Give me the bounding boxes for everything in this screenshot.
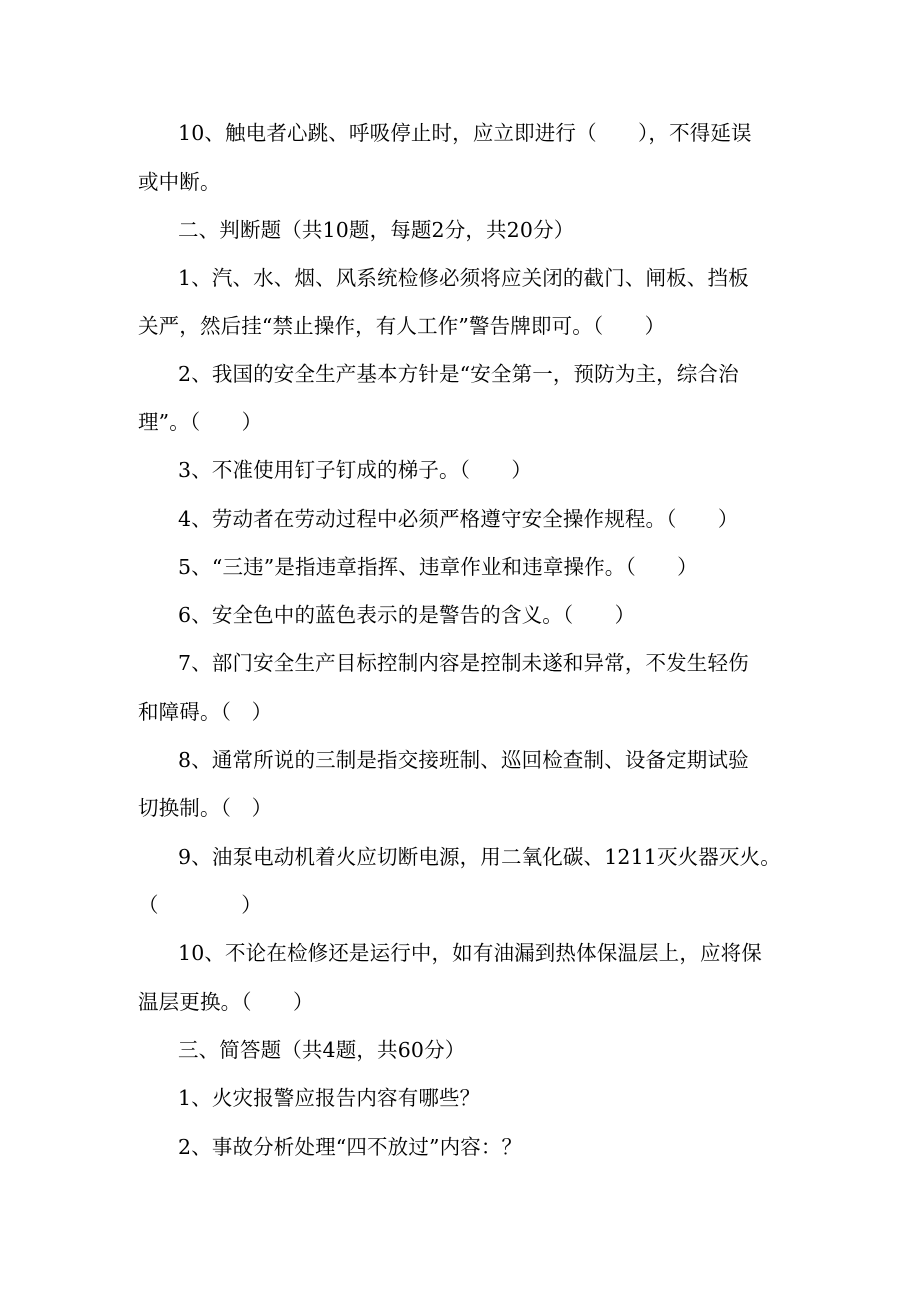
question-line: 2、事故分析处理“四不放过”内容：？: [178, 1135, 523, 1159]
question-line: 理”。（ ）: [138, 410, 263, 434]
question-line: 3、不准使用钉子钉成的梯子。（ ）: [178, 458, 532, 482]
question-line: 10、不论在检修还是运行中，如有油漏到热体保温层上，应将保: [178, 941, 762, 965]
question-line: 6、安全色中的蓝色表示的是警告的含义。（ ）: [178, 603, 636, 627]
question-line: （ ）: [138, 893, 262, 917]
question-line: 1、汽、水、烟、风系统检修必须将应关闭的截门、闸板、挡板: [178, 266, 749, 290]
question-line: 或中断。: [138, 170, 221, 194]
question-line: 7、部门安全生产目标控制内容是控制未遂和异常，不发生轻伤: [178, 651, 749, 675]
question-line: 关严，然后挂“禁止操作，有人工作”警告牌即可。（ ）: [138, 314, 666, 338]
question-line: 切换制。（ ）: [138, 796, 273, 820]
question-line: 4、劳动者在劳动过程中必须严格遵守安全操作规程。（ ）: [178, 507, 739, 531]
question-line: 和障碍。（ ）: [138, 700, 273, 724]
question-line: 8、通常所说的三制是指交接班制、巡回检查制、设备定期试验: [178, 748, 749, 772]
question-line: 5、“三违”是指违章指挥、违章作业和违章操作。（ ）: [178, 555, 698, 579]
section-heading: 三、简答题（共4题，共60分）: [178, 1038, 466, 1062]
question-line: 9、油泵电动机着火应切断电源，用二氧化碳、1211灭火器灭火。: [178, 845, 781, 869]
question-line: 温层更换。（ ）: [138, 990, 314, 1014]
question-line: 10、触电者心跳、呼吸停止时，应立即进行（ ），不得延误: [178, 121, 752, 145]
question-line: 2、我国的安全生产基本方针是“安全第一，预防为主，综合治: [178, 362, 739, 386]
section-heading: 二、判断题（共10题，每题2分，共20分）: [178, 218, 575, 242]
question-line: 1、火灾报警应报告内容有哪些？: [178, 1086, 481, 1110]
